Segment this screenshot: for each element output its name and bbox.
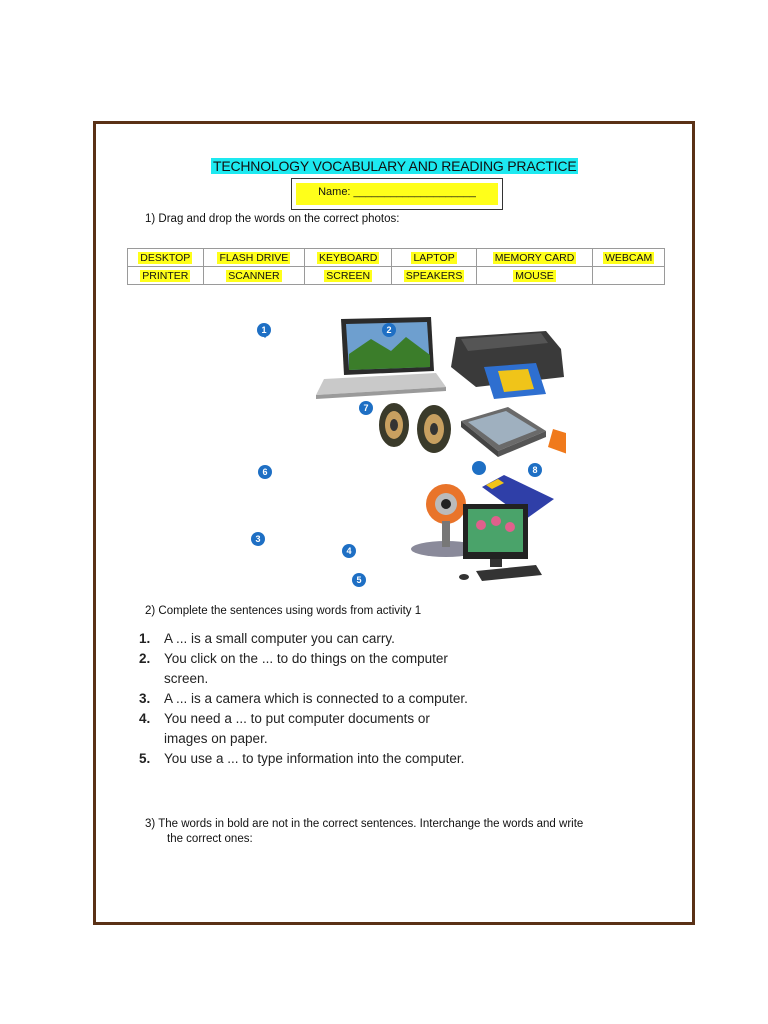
svg-text:3: 3	[255, 534, 261, 544]
badge-8	[472, 461, 486, 475]
list-item	[139, 689, 474, 709]
word-speakers[interactable]: SPEAKERS	[405, 269, 463, 282]
badge-6-html: 6	[258, 465, 272, 479]
word-printer[interactable]: PRINTER	[142, 269, 189, 282]
activity1-instruction: 1) Drag and drop the words on the correct photos:	[145, 213, 400, 225]
word-memory-card[interactable]: MEMORY CARD	[494, 251, 575, 264]
word-cell-empty	[593, 267, 665, 285]
list-item	[139, 749, 474, 769]
badge-8-html: 8	[528, 463, 542, 477]
word-cell[interactable]	[392, 267, 477, 285]
sentence-list	[139, 629, 474, 769]
word-bank-table	[127, 248, 665, 285]
badge-3	[251, 532, 265, 546]
sentence-number: 3.	[139, 691, 151, 706]
word-cell[interactable]	[305, 249, 392, 267]
word-laptop[interactable]: LAPTOP	[413, 251, 455, 264]
list-item	[139, 629, 474, 649]
list-item	[139, 649, 474, 689]
sentence-text: You need a ... to put computer documents or images on paper.	[164, 711, 430, 746]
word-keyboard[interactable]: KEYBOARD	[319, 251, 378, 264]
flash-drive-image	[548, 429, 566, 459]
sentence-text: You use a ... to type information into the computer.	[164, 751, 465, 766]
sentence-number: 5.	[139, 751, 151, 766]
sentence-text: A ... is a camera which is connected to a computer.	[164, 691, 468, 706]
badge-4	[342, 544, 356, 558]
word-scanner[interactable]: SCANNER	[228, 269, 280, 282]
word-screen[interactable]: SCREEN	[326, 269, 371, 282]
laptop-image	[316, 317, 446, 399]
activity3-instruction: 3) The words in bold are not in the correct sentences. Interchange the words and write	[145, 818, 584, 830]
word-cell[interactable]	[305, 267, 392, 285]
svg-text:5: 5	[356, 575, 362, 585]
word-cell[interactable]	[476, 249, 592, 267]
sentence-number: 4.	[139, 711, 151, 726]
badge-7	[359, 401, 373, 415]
badge-2	[382, 323, 396, 337]
speakers-image	[379, 403, 451, 453]
word-webcam[interactable]: WEBCAM	[604, 251, 653, 264]
activity3-instruction-cont: the correct ones:	[167, 833, 253, 845]
printer-image	[451, 331, 564, 399]
word-cell[interactable]	[392, 249, 477, 267]
svg-text:2: 2	[386, 325, 392, 335]
sentence-number: 2.	[139, 651, 151, 666]
word-cell[interactable]	[203, 249, 305, 267]
svg-text:4: 4	[346, 546, 352, 556]
sentence-text: You click on the ... to do things on the computer screen.	[164, 651, 448, 686]
activity2-instruction: 2) Complete the sentences using words from activity 1	[145, 605, 422, 617]
name-box[interactable]	[291, 178, 503, 210]
worksheet-title: TECHNOLOGY VOCABULARY AND READING PRACTICE	[213, 158, 577, 174]
word-mouse[interactable]: MOUSE	[515, 269, 554, 282]
svg-text:1: 1	[261, 325, 267, 335]
word-cell[interactable]	[128, 267, 204, 285]
badge-5	[352, 573, 366, 587]
sentence-number: 1.	[139, 631, 151, 646]
device-photos	[246, 309, 566, 594]
badge-1	[257, 323, 271, 337]
word-cell[interactable]	[476, 267, 592, 285]
word-flash-drive[interactable]: FLASH DRIVE	[219, 251, 289, 264]
svg-text:7: 7	[363, 403, 369, 413]
word-cell[interactable]	[203, 267, 305, 285]
word-cell[interactable]	[128, 249, 204, 267]
word-cell[interactable]	[593, 249, 665, 267]
sentence-text: A ... is a small computer you can carry.	[164, 631, 395, 646]
scanner-image	[461, 407, 546, 457]
worksheet	[93, 121, 695, 925]
word-desktop[interactable]: DESKTOP	[140, 251, 191, 264]
name-field[interactable]: Name: ____________________	[296, 183, 498, 205]
list-item	[139, 709, 474, 749]
